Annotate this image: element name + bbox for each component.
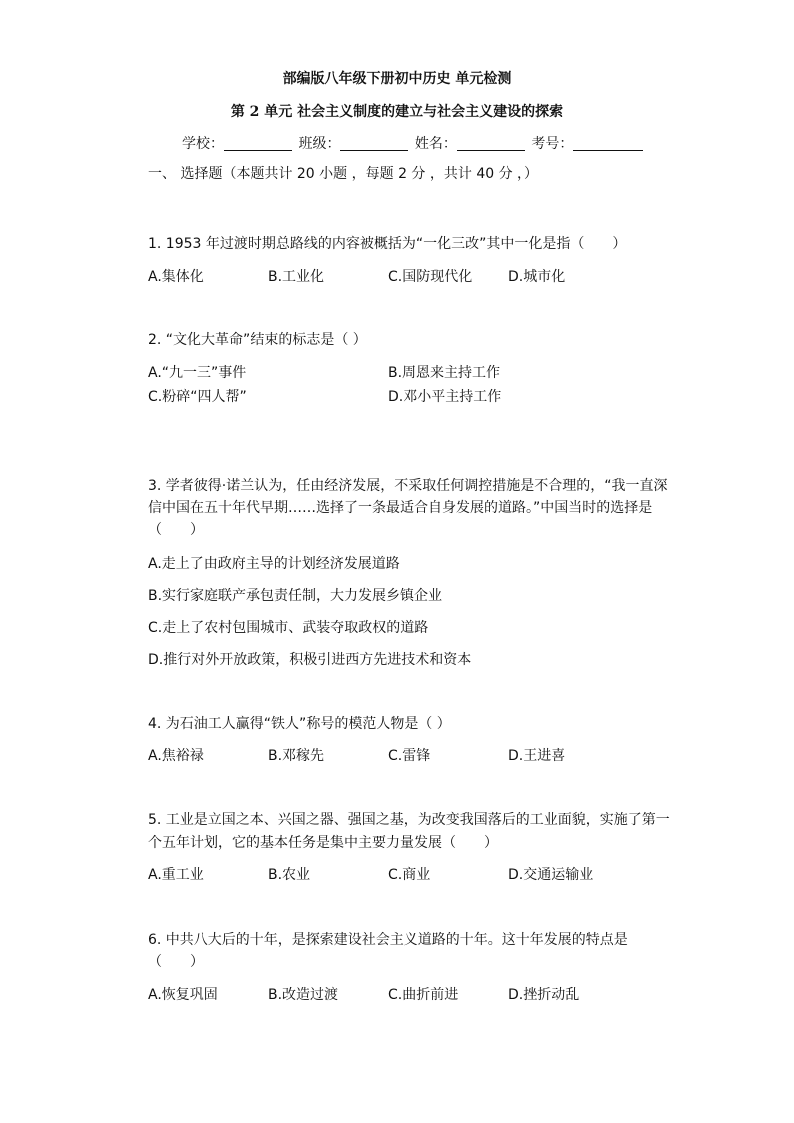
question-5-option-a[interactable]: A.重工业 [148, 867, 204, 883]
question-3-option-a[interactable]: A.走上了由政府主导的计划经济发展道路 [148, 556, 400, 572]
question-1-option-d[interactable]: D.城市化 [508, 269, 566, 285]
question-4-text: 4. 为石油工人赢得“铁人”称号的模范人物是（ ） [148, 716, 451, 732]
question-4-option-c[interactable]: C.雷锋 [388, 748, 431, 764]
question-1-option-c[interactable]: C.国防现代化 [388, 269, 473, 285]
number-label: 考号： [531, 136, 574, 152]
school-blank[interactable] [224, 135, 292, 151]
name-label: 姓名： [414, 136, 457, 152]
question-2-option-b[interactable]: B.周恩来主持工作 [388, 365, 501, 381]
question-3-option-c[interactable]: C.走上了农村包围城市、武装夺取政权的道路 [148, 620, 429, 636]
question-5-option-c[interactable]: C.商业 [388, 867, 431, 883]
question-1-option-b[interactable]: B.工业化 [268, 269, 325, 285]
question-2-option-c[interactable]: C.粉碎“四人帮” [148, 389, 247, 405]
unit-subtitle: 第 2 单元 社会主义制度的建立与社会主义建设的探索 [230, 104, 564, 120]
question-6-option-c[interactable]: C.曲折前进 [388, 987, 459, 1003]
question-3-text-line-3: （ ） [148, 522, 204, 538]
section-heading: 一、 选择题（本题共计 20 小题 ，每题 2 分 ，共计 40 分 ，） [148, 166, 539, 182]
question-1-option-a[interactable]: A.集体化 [148, 269, 204, 285]
exam-title: 部编版八年级下册初中历史 单元检测 [282, 71, 512, 87]
student-info-row [182, 133, 645, 153]
question-2-text: 2. “文化大革命”结束的标志是（ ） [148, 332, 367, 348]
question-6-text-line-2: （ ） [148, 954, 204, 970]
school-label: 学校： [182, 136, 224, 152]
question-5-option-d[interactable]: D.交通运输业 [508, 867, 594, 883]
question-6-text-line-1: 6. 中共八大后的十年，是探索建设社会主义道路的十年。这十年发展的特点是 [148, 932, 628, 948]
question-2-option-a[interactable]: A.“九一三”事件 [148, 365, 247, 381]
question-6-option-b[interactable]: B.改造过渡 [268, 987, 339, 1003]
question-2-option-d[interactable]: D.邓小平主持工作 [388, 389, 502, 405]
question-6-option-d[interactable]: D.挫折动乱 [508, 987, 580, 1003]
name-blank[interactable] [457, 135, 525, 151]
class-label: 班级： [298, 136, 341, 152]
question-3-option-d[interactable]: D.推行对外开放政策，积极引进西方先进技术和资本 [148, 652, 472, 668]
number-blank[interactable] [573, 135, 643, 151]
question-3-text-line-2: 信中国在五十年代早期……选择了一条最适合自身发展的道路。”中国当时的选择是 [148, 500, 653, 516]
question-1-text: 1. 1953 年过渡时期总路线的内容被概括为“一化三改”其中一化是指（ ） [148, 236, 627, 252]
question-3-text-line-1: 3. 学者彼得·诺兰认为，任由经济发展，不采取任何调控措施是不合理的，“我一直深 [148, 478, 668, 494]
question-5-option-b[interactable]: B.农业 [268, 867, 311, 883]
question-5-text-line-2: 个五年计划，它的基本任务是集中主要力量发展（ ） [148, 835, 498, 851]
question-6-option-a[interactable]: A.恢复巩固 [148, 987, 218, 1003]
question-4-option-d[interactable]: D.王进喜 [508, 748, 566, 764]
class-blank[interactable] [340, 135, 408, 151]
question-5-text-line-1: 5. 工业是立国之本、兴国之器、强国之基，为改变我国落后的工业面貌，实施了第一 [148, 812, 670, 828]
question-4-option-a[interactable]: A.焦裕禄 [148, 748, 204, 764]
question-3-option-b[interactable]: B.实行家庭联产承包责任制，大力发展乡镇企业 [148, 588, 443, 604]
question-4-option-b[interactable]: B.邓稼先 [268, 748, 325, 764]
